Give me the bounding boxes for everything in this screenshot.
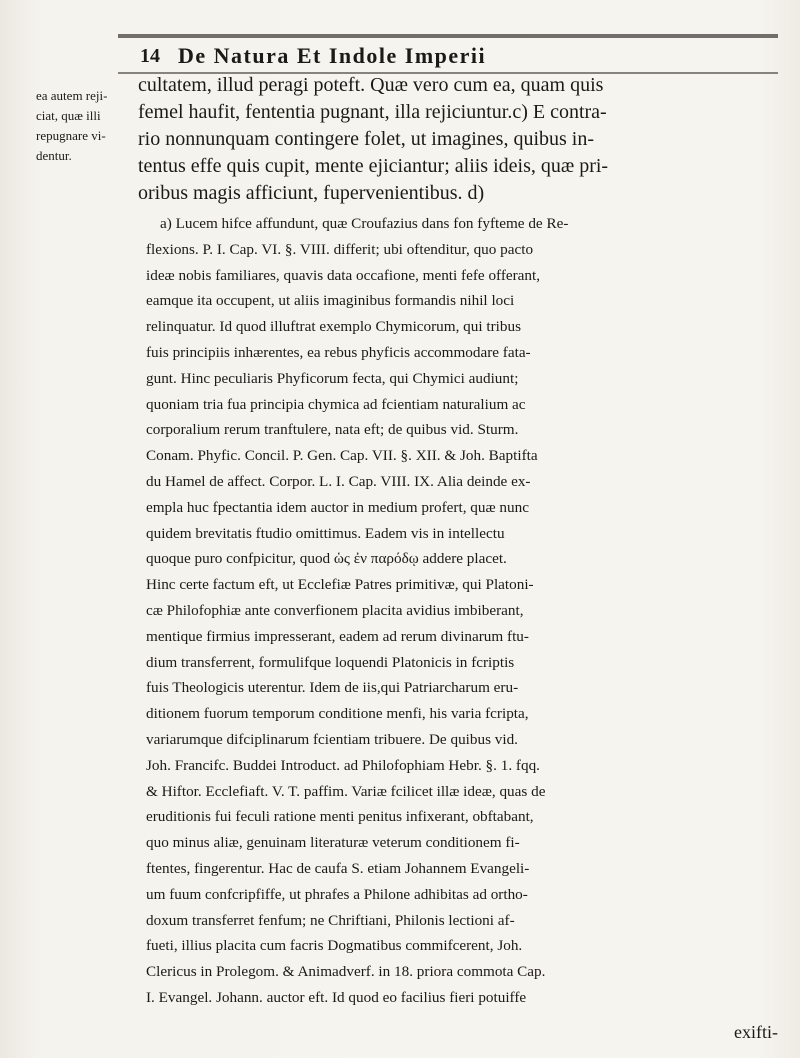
page-body <box>138 72 778 1011</box>
margin-note-line: repugnare vi- <box>36 128 106 143</box>
footnote-line: Conam. Phyfic. Concil. P. Gen. Cap. VII. §. XII. & Joh. Baptifta <box>146 447 538 465</box>
margin-note-line: ea autem reji- <box>36 88 108 103</box>
main-text-line: rio nonnunquam contingere folet, ut imagines, quibus in- <box>138 128 595 150</box>
footnote-line: corporalium rerum tranftulere, nata eft; de quibus vid. Sturm. <box>146 421 519 439</box>
main-paragraph <box>138 72 778 207</box>
footnote-line: dium transferrent, formulifque loquendi Platonicis in fcriptis <box>146 653 515 671</box>
margin-note-line: ciat, quæ illi <box>36 108 101 123</box>
footnote-line: quo minus aliæ, genuinam literaturæ veterum conditionem fi- <box>146 834 520 852</box>
main-text-line: cultatem, illud peragi poteft. Quæ vero cum ea, quam quis <box>138 74 604 96</box>
footnote-line: um fuum confcripfiffe, ut phrafes a Philone adhibitas ad ortho- <box>146 885 528 903</box>
margin-note <box>36 86 128 166</box>
footnote-line: du Hamel de affect. Corpor. L. I. Cap. VIII. IX. Alia deinde ex- <box>146 472 531 490</box>
footnote-line: quoque puro confpicitur, quod ὡς ἐν παρόδῳ addere placet. <box>146 550 507 568</box>
running-title: De Natura Et Indole Imperii <box>178 43 487 68</box>
footnote-line: quoniam tria fua principia chymica ad fcientiam naturalium ac <box>146 395 526 413</box>
footnote-line: fuis Theologicis uterentur. Idem de iis,qui Patriarcharum eru- <box>146 679 519 697</box>
footnote-line: I. Evangel. Johann. auctor eft. Id quod eo facilius fieri potuiffe <box>146 988 527 1006</box>
footnote-line: empla huc fpectantia idem auctor in medium profert, quæ nunc <box>146 498 529 516</box>
margin-note-line: dentur. <box>36 148 72 163</box>
footnote-line: ditionem fuorum temporum conditione menfi, his varia fcripta, <box>146 705 529 723</box>
footnote-line: relinquatur. Id quod illuftrat exemplo Chymicorum, qui tribus <box>146 318 521 336</box>
footnote-line: Hinc certe factum eft, ut Ecclefiæ Patres primitivæ, qui Platoni- <box>146 576 534 594</box>
footnote-line: quidem brevitatis ftudio omittimus. Eadem vis in intellectu <box>146 524 505 542</box>
footnote-line: flexions. P. I. Cap. VI. §. VIII. differit; ubi oftenditur, quo pacto <box>146 240 534 258</box>
footnote-line: gunt. Hinc peculiaris Phyficorum fecta, qui Chymici audiunt; <box>146 369 519 387</box>
footnote-line: variarumque difciplinarum fcientiam tribuere. De quibus vid. <box>146 730 518 748</box>
footnote-line: fueti, illius placita cum facris Dogmatibus commifcerent, Joh. <box>146 937 523 955</box>
page-number: 14 <box>140 45 160 67</box>
footnote-line: a) Lucem hifce affundunt, quæ Croufazius dans fon fyfteme de Re- <box>160 215 569 232</box>
main-text-line: tentus effe quis cupit, mente ejiciantur; aliis ideis, quæ pri- <box>138 155 609 177</box>
main-text-line: femel haufit, fententia pugnant, illa rejiciuntur.c) E contra- <box>138 101 607 123</box>
footnote-line: doxum transferret fenfum; ne Chriftiani, Philonis lectioni af- <box>146 911 515 929</box>
catchword: exifti- <box>734 1022 778 1042</box>
footnote-line: eruditionis fui feculi ratione menti penitus infixerant, obftabant, <box>146 808 534 826</box>
footnote-block <box>138 211 778 1011</box>
footnote-line: Joh. Francifc. Buddei Introduct. ad Philofophiam Hebr. §. 1. fqq. <box>146 756 540 774</box>
footnote-line: & Hiftor. Ecclefiaft. V. T. paffim. Variæ fcilicet illæ ideæ, quas de <box>146 782 546 800</box>
footnote-line: cæ Philofophiæ ante converfionem placita avidius imbiberant, <box>146 601 524 619</box>
footnote-line: Clericus in Prolegom. & Animadverf. in 18. priora commota Cap. <box>146 963 546 981</box>
main-text-line: oribus magis afficiunt, fupervenientibus. d) <box>138 182 485 204</box>
footnote-line: mentique firmius impresserant, eadem ad rerum divinarum ftu- <box>146 627 529 645</box>
footnote-line: eamque ita occupent, ut aliis imaginibus formandis nihil loci <box>146 292 515 310</box>
footnote-line: ideæ nobis familiares, quavis data occafione, menti fefe offerant, <box>146 266 541 284</box>
page-header <box>118 40 778 70</box>
top-rule <box>118 34 778 38</box>
footnote-line: fuis principiis inhærentes, ea rebus phyficis accommodare fata- <box>146 343 531 361</box>
footnote-line: ftentes, fingerentur. Hac de caufa S. etiam Johannem Evangeli- <box>146 859 530 877</box>
